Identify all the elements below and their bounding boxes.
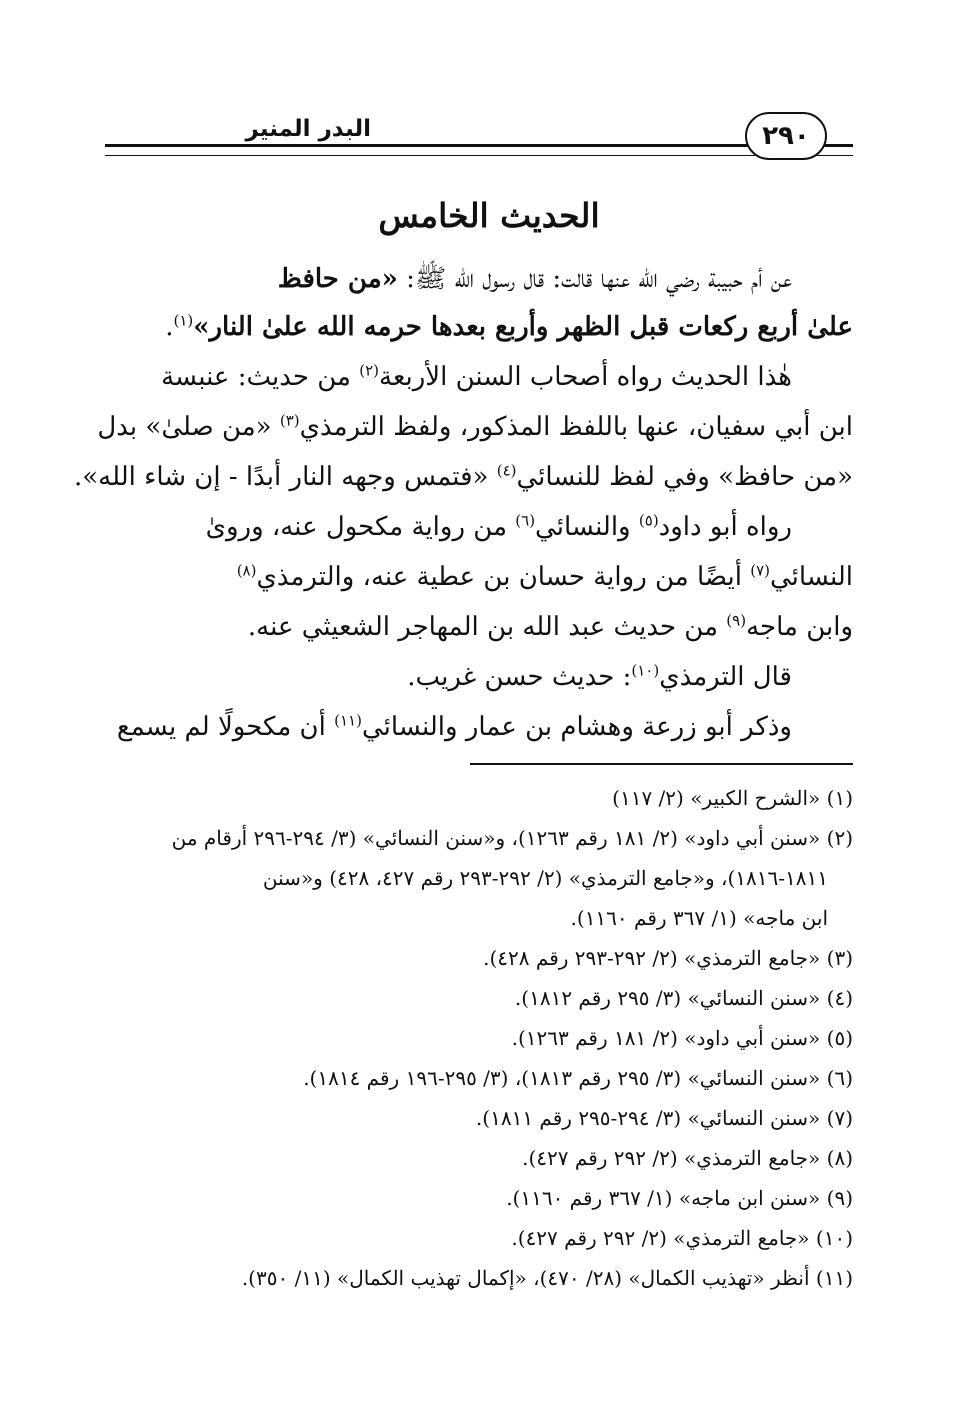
footnote-4: (٤) «سنن النسائي» (٣/ ٢٩٥ رقم ١٨١٢). [514, 986, 853, 1010]
footnote-ref-7: (٧) [750, 561, 770, 580]
body-text: من حديث: عنبسة [161, 362, 360, 392]
footnote-2-cont: ١٨١١-١٨١٦)، و«جامع الترمذي» (٢/ ٢٩٢-٢٩٣ رقم ٤٢٧، ٤٢٨) و«سنن [262, 866, 828, 890]
footnote-ref-2: (٢) [359, 361, 379, 380]
footnote-separator [470, 763, 853, 765]
body-line-5 [74, 462, 853, 492]
footnote-ref-1: (١) [173, 311, 194, 330]
footnote-ref-5: (٥) [638, 511, 659, 530]
header-rule [105, 144, 853, 156]
footnote-ref-11: (١١) [334, 711, 362, 730]
body-line-3 [161, 362, 792, 392]
body-text: : حديث حسن غريب. [407, 662, 632, 692]
footnote-9: (٩) «سنن ابن ماجه» (١/ ٣٦٧ رقم ١١٦٠). [506, 1186, 853, 1210]
body-text: قال الترمذي [659, 662, 792, 692]
body-line-9 [407, 662, 792, 692]
body-text: من حديث عبد الله بن المهاجر الشعيثي عنه. [247, 612, 727, 642]
footnote-10: (١٠) «جامع الترمذي» (٢/ ٢٩٢ رقم ٤٢٧). [511, 1226, 853, 1250]
hadith-quote: «من حافظ [277, 264, 398, 294]
body-text: ابن أبي سفيان، عنها باللفظ المذكور، ولفظ الترمذي [299, 412, 853, 442]
footnote-ref-9: (٩) [726, 611, 747, 630]
section-heading: الحديث الخامس [378, 196, 600, 235]
footnote-ref-8: (٨) [236, 561, 257, 580]
body-text: أن مكحولًا لم يسمع [116, 712, 335, 742]
footnote-ref-4: (٤) [496, 461, 517, 480]
footnote-ref-3: (٣) [279, 411, 300, 430]
body-line-10 [117, 712, 792, 742]
body-text: «من صلىٰ» بدل [97, 412, 280, 442]
body-text: هٰذا الحديث رواه أصحاب السنن الأربعة [379, 362, 792, 392]
page-number: ٢٩٠ [745, 112, 827, 160]
footnote-ref-6: (٦) [515, 511, 536, 530]
body-line-6 [206, 512, 792, 542]
body-text: من رواية مكحول عنه، وروىٰ [205, 512, 516, 542]
body-text: رواه أبو داود [658, 512, 792, 542]
body-line-2 [165, 312, 853, 342]
footnote-1: (١) «الشرح الكبير» (٢/ ١١٧) [612, 786, 853, 810]
body-line-8 [248, 612, 853, 642]
footnote-2-cont: ابن ماجه» (١/ ٣٦٧ رقم ١١٦٠). [570, 906, 828, 930]
body-text: «فتمس وجهه النار أبدًا - إن شاء الله». [73, 462, 497, 492]
body-text: أيضًا من رواية حسان بن عطية عنه، والترمذي [256, 562, 751, 592]
footnote-11: (١١) أنظر «تهذيب الكمال» (٢٨/ ٤٧٠)، «إكمال تهذيب الكمال» (١١/ ٣٥٠). [241, 1266, 853, 1290]
body-line-1 [278, 262, 792, 300]
footnote-5: (٥) «سنن أبي داود» (٢/ ١٨١ رقم ١٢٦٣). [511, 1026, 853, 1050]
body-text: «من حافظ» وفي لفظ للنسائي [516, 462, 853, 492]
footnote-7: (٧) «سنن النسائي» (٣/ ٢٩٤-٢٩٥ رقم ١٨١١). [475, 1106, 853, 1130]
body-line-7 [237, 562, 853, 592]
body-text: . [165, 312, 174, 342]
body-text: وذكر أبو زرعة وهشام بن عمار والنسائي [361, 712, 792, 742]
body-text: والنسائي [535, 512, 639, 542]
footnote-8: (٨) «جامع الترمذي» (٢/ ٢٩٢ رقم ٤٢٧). [522, 1146, 853, 1170]
hadith-quote: علىٰ أربع ركعات قبل الظهر وأربع بعدها حرمه الله علىٰ النار» [193, 312, 853, 342]
body-text: النسائي [769, 562, 853, 592]
footnote-2: (٢) «سنن أبي داود» (٢/ ١٨١ رقم ١٢٦٣)، و«سنن النسائي» (٣/ ٢٩٤-٢٩٦ أرقام من [171, 826, 853, 850]
body-text: وابن ماجه [746, 612, 853, 642]
body-text: عن أم حبيبة رضي الله عنها قالت: قال رسول الله ﷺ: [397, 264, 792, 294]
book-title: البدر المنير [242, 116, 375, 142]
footnote-3: (٣) «جامع الترمذي» (٢/ ٢٩٢-٢٩٣ رقم ٤٢٨). [483, 946, 853, 970]
page-header [105, 112, 853, 160]
footnote-ref-10: (١٠) [631, 661, 660, 680]
body-line-4 [97, 412, 853, 442]
footnote-6: (٦) «سنن النسائي» (٣/ ٢٩٥ رقم ١٨١٣)، (٣/ ٢٩٥-١٩٦ رقم ١٨١٤). [303, 1066, 853, 1090]
